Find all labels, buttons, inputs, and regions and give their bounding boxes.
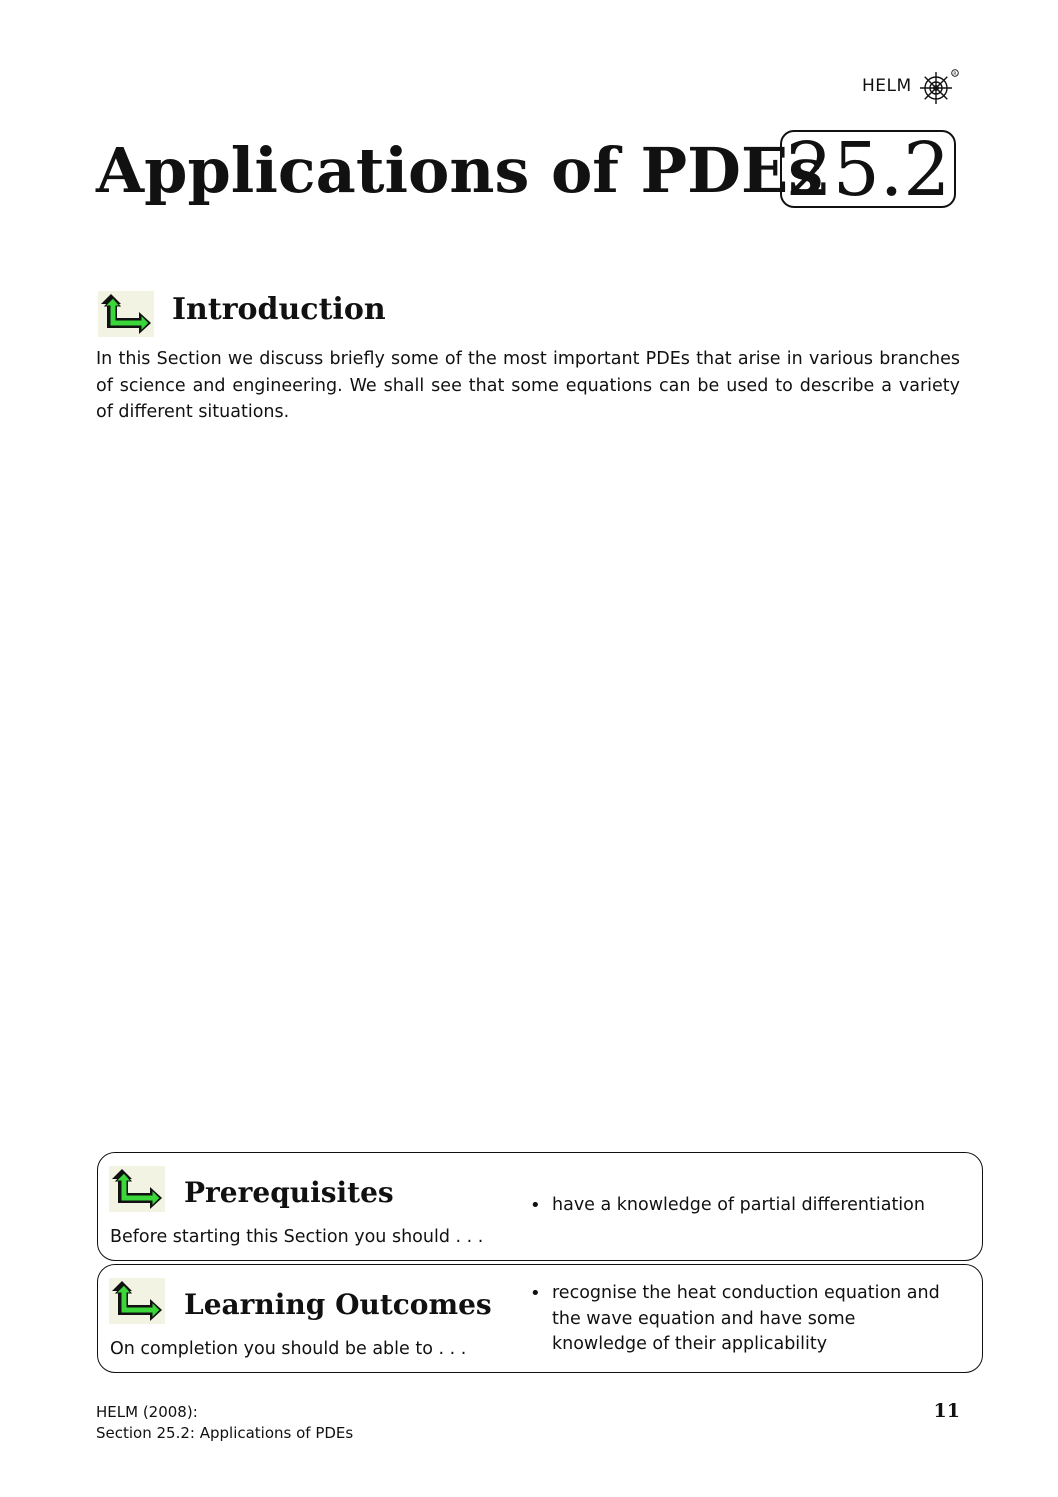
- learning-outcomes-list: [530, 1281, 950, 1358]
- list-item: • have a knowledge of partial differentiation: [530, 1193, 950, 1219]
- learning-outcomes-lead: On completion you should be able to . . .: [110, 1339, 467, 1359]
- arrow-icon: [108, 1165, 166, 1213]
- footer-line-2: Section 25.2: Applications of PDEs: [96, 1424, 354, 1442]
- section-number: 25.2: [785, 127, 951, 213]
- introduction-body: In this Section we discuss briefly some of the most important PDEs that arise in various branches of science and engineering. We shall see that some equations can be used to describe a variety of different situations.: [96, 349, 960, 422]
- arrow-icon: [108, 1277, 166, 1325]
- learning-outcomes-box: [97, 1264, 983, 1373]
- ships-wheel-icon: [918, 68, 960, 106]
- prerequisites-box: [97, 1152, 983, 1261]
- prerequisites-heading: Prerequisites: [184, 1176, 394, 1209]
- introduction-heading: Introduction: [172, 292, 386, 327]
- list-item: • recognise the heat conduction equation and the wave equation and have some knowledge of their applicability: [530, 1281, 950, 1358]
- arrow-icon: [97, 290, 155, 338]
- section-number-box: [780, 127, 956, 213]
- svg-text:R: R: [953, 71, 957, 77]
- prerequisites-list: [530, 1193, 950, 1219]
- learning-outcomes-heading: Learning Outcomes: [184, 1288, 492, 1321]
- page-title: Applications of PDEs: [96, 134, 824, 207]
- helm-logo-text: HELM: [862, 76, 912, 96]
- footer-line-1: HELM (2008):: [96, 1403, 198, 1421]
- footer-citation: [96, 1402, 353, 1444]
- prerequisites-lead: Before starting this Section you should . . .: [110, 1227, 484, 1247]
- helm-logo: [862, 66, 962, 106]
- page-number: 11: [933, 1400, 960, 1422]
